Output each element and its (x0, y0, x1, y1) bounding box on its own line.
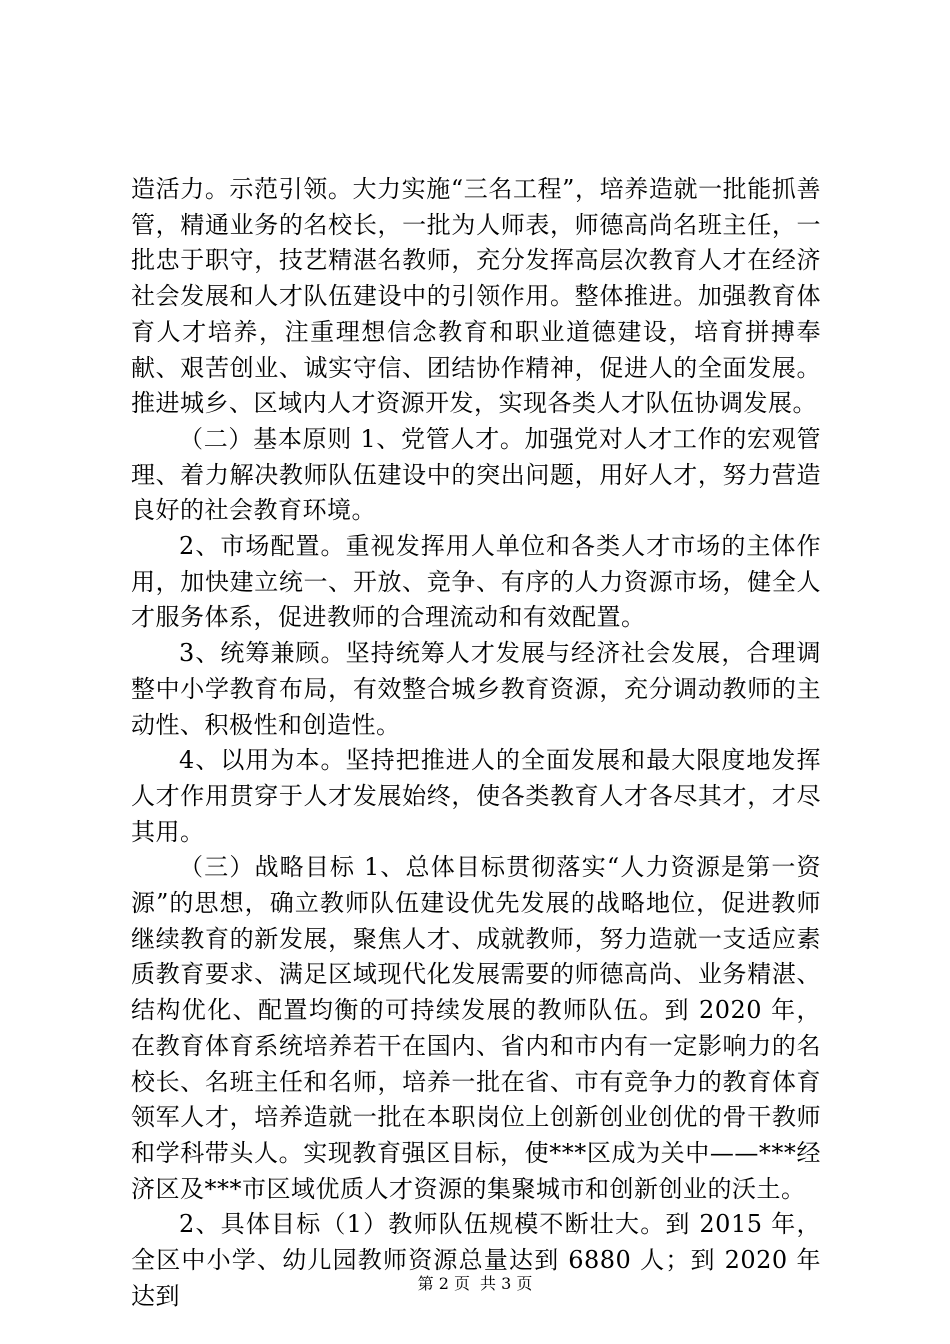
paragraph-use-oriented: 4、以用为本。坚持把推进人的全面发展和最大限度地发挥人才作用贯穿于人才发展始终，使各类教育人才各尽其才，才尽其用。 (131, 746, 821, 846)
paragraph-market-allocation: 2、市场配置。重视发挥用人单位和各类人才市场的主体作用，加快建立统一、开放、竞争、有序的人力资源市场，健全人才服务体系，促进教师的合理流动和有效配置。 (131, 532, 821, 632)
paragraph-specific-goals: 2、具体目标（1）教师队伍规模不断壮大。到 2015 年，全区中小学、幼儿园教师资源总量达到 6880 人；到 2020 年达到 (131, 1210, 821, 1310)
document-body (131, 172, 821, 1315)
paragraph-basic-principles: （二）基本原则 1、党管人才。加强党对人才工作的宏观管理、着力解决教师队伍建设中的突出问题，用好人才，努力营造良好的社会教育环境。 (131, 424, 821, 525)
paragraph-strategic-goals: （三）战略目标 1、总体目标贯彻落实“人力资源是第一资源”的思想，确立教师队伍建设优先发展的战略地位，促进教师继续教育的新发展，聚焦人才、成就教师，努力造就一支适应素质教育要求、满足区域现代化发展需要的师德高尚、业务精湛、结构优化、配置均衡的可持续发展的教师队伍。到 2020 年，在教育体育系统培养若干在国内、省内和市内有一定影响力的名校长、名班主任和名师，培养一批在省、市有竞争力的教育体育领军人才，培养造就一批在本职岗位上创新创业创优的骨干教师和学科带头人。实现教育强区目标，使***区成为关中——***经济区及***市区域优质人才资源的集聚城市和创新创业的沃土。 (131, 853, 821, 1203)
paragraph-overall-planning: 3、统筹兼顾。坚持统筹人才发展与经济社会发展，合理调整中小学教育布局，有效整合城乡教育资源，充分调动教师的主动性、积极性和创造性。 (131, 639, 821, 739)
paragraph-talent-principles-intro: 造活力。示范引领。大力实施“三名工程”，培养造就一批能抓善管，精通业务的名校长，一批为人师表，师德高尚名班主任，一批忠于职守，技艺精湛名教师，充分发挥高层次教育人才在经济社会发展和人才队伍建设中的引领作用。整体推进。加强教育体育人才培养，注重理想信念教育和职业道德建设，培育拼搏奉献、艰苦创业、诚实守信、团结协作精神，促进人的全面发展。推进城乡、区域内人才资源开发，实现各类人才队伍协调发展。 (131, 175, 821, 418)
page-footer (0, 1274, 950, 1294)
page-total: 共 3 页 (480, 1274, 533, 1293)
page-number: 第 2 页 (417, 1274, 470, 1293)
